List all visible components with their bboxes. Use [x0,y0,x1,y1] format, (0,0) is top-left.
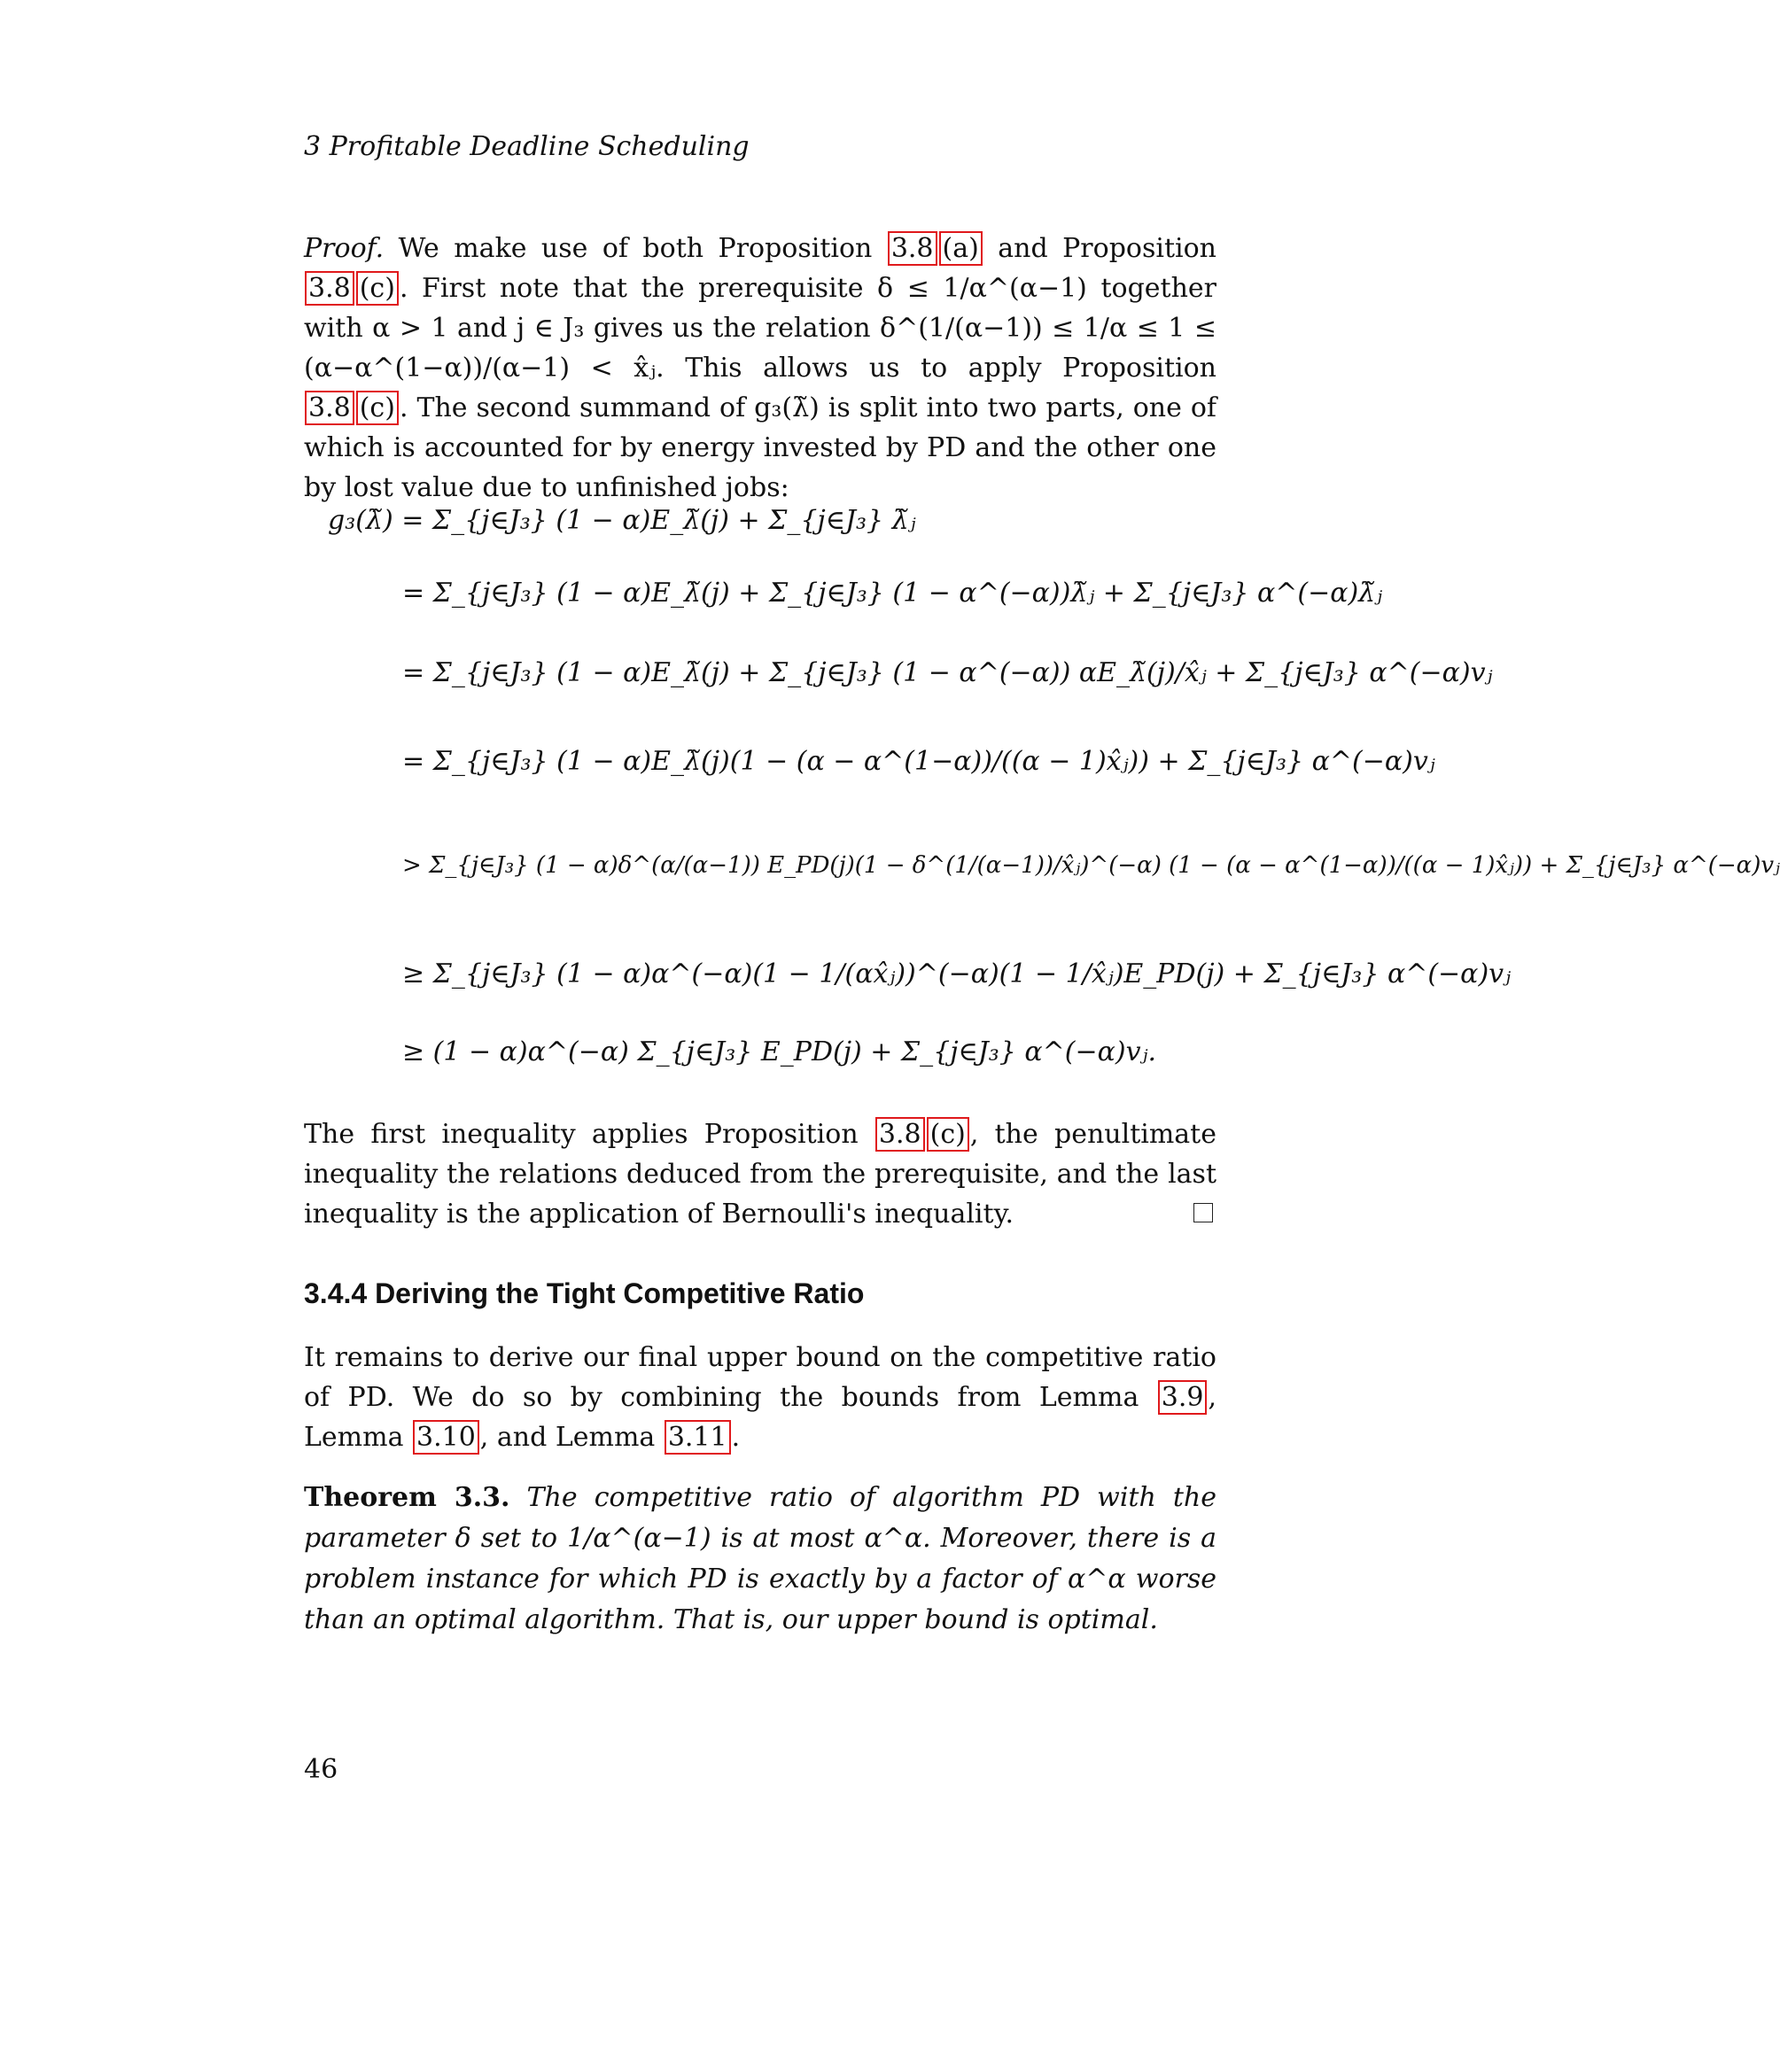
proposition-part-link[interactable]: (a) [939,231,983,266]
proof-text-2: and Proposition [983,233,1216,264]
proposition-part-link[interactable]: (c) [356,271,399,306]
proof-text-4: . The second summand of g₃(λ̃) is split into two parts, one of which is accounted for by energy invested by PD and the other one by lost value due to unfinished jobs: [304,392,1216,503]
running-header: 3 Profitable Deadline Scheduling [304,131,750,162]
section-text-1: It remains to derive our final upper bound on the competitive ratio of PD. We do so by combining the bounds from Lemma [304,1342,1216,1413]
lemma-link[interactable]: 3.10 [413,1420,479,1455]
conclusion-text-2: , the penultimate inequality the relations deduced from the prerequisite, and the last inequality is the application of Bernoulli's inequality. [304,1119,1216,1230]
equation-line-3: = Σ_{j∈J₃} (1 − α)E_λ̃(j) + Σ_{j∈J₃} (1 − α^(−α)) αE_λ̃(j)/x̂ⱼ + Σ_{j∈J₃} α^(−α)vⱼ [402,657,1493,688]
theorem-statement: The competitive ratio of algorithm PD with the parameter δ set to 1/α^(α−1) is at most α^α. Moreover, there is a problem instance for which PD is exactly by a factor of α^α worse than an optimal algorithm. That is, our upper bound is optimal. [304,1482,1216,1635]
proof-paragraph [304,229,1216,508]
proposition-link[interactable]: 3.8 [888,231,937,266]
section-paragraph [304,1338,1216,1457]
section-text-3: , and Lemma [479,1422,664,1453]
conclusion-text-1: The first inequality applies Proposition [304,1119,874,1150]
equation-line-6: ≥ Σ_{j∈J₃} (1 − α)α^(−α)(1 − 1/(αx̂ⱼ))^(−α)(1 − 1/x̂ⱼ)E_PD(j) + Σ_{j∈J₃} α^(−α)vⱼ [402,958,1512,989]
proposition-link[interactable]: 3.8 [305,271,354,306]
equation-line-5: > Σ_{j∈J₃} (1 − α)δ^(α/(α−1)) E_PD(j)(1 − δ^(1/(α−1))/x̂ⱼ)^(−α) (1 − (α − α^(1−α))/((α − 1)x̂ⱼ)) + Σ_{j∈J₃} α^(−α)vⱼ [402,852,1780,879]
proposition-part-link[interactable]: (c) [356,391,399,425]
proposition-link[interactable]: 3.8 [875,1117,925,1152]
lemma-link[interactable]: 3.9 [1158,1380,1208,1415]
theorem-block [304,1478,1216,1641]
equation-array [328,505,1780,1107]
equation-line-1: g₃(λ̃) = Σ_{j∈J₃} (1 − α)E_λ̃(j) + Σ_{j∈J₃} λ̃ⱼ [328,505,916,536]
proposition-link[interactable]: 3.8 [305,391,354,425]
qed-square-icon [1193,1203,1213,1222]
proof-text-3: . First note that the prerequisite δ ≤ 1/α^(α−1) together with α > 1 and j ∈ J₃ gives us the relation δ^(1/(α−1)) ≤ 1/α ≤ 1 ≤ (α−α^(1−α))/(α−1) < x̂ⱼ. This allows us to apply Proposition [304,273,1216,384]
proposition-part-link[interactable]: (c) [927,1117,969,1152]
section-text-4: . [731,1422,741,1453]
equation-line-2: = Σ_{j∈J₃} (1 − α)E_λ̃(j) + Σ_{j∈J₃} (1 − α^(−α))λ̃ⱼ + Σ_{j∈J₃} α^(−α)λ̃ⱼ [402,578,1383,609]
page-number: 46 [304,1754,338,1785]
lemma-link[interactable]: 3.11 [665,1420,731,1455]
equation-line-4: = Σ_{j∈J₃} (1 − α)E_λ̃(j)(1 − (α − α^(1−α))/((α − 1)x̂ⱼ)) + Σ_{j∈J₃} α^(−α)vⱼ [402,746,1435,777]
proof-text-1: We make use of both Proposition [384,233,887,264]
section-heading: 3.4.4 Deriving the Tight Competitive Ratio [304,1277,865,1309]
proof-label: Proof. [304,233,385,264]
section-text-2: , Lemma [304,1382,1216,1453]
theorem-label: Theorem 3.3. [304,1482,510,1513]
equation-line-7: ≥ (1 − α)α^(−α) Σ_{j∈J₃} E_PD(j) + Σ_{j∈J₃} α^(−α)vⱼ. [402,1036,1157,1067]
proof-conclusion-paragraph [304,1114,1216,1234]
